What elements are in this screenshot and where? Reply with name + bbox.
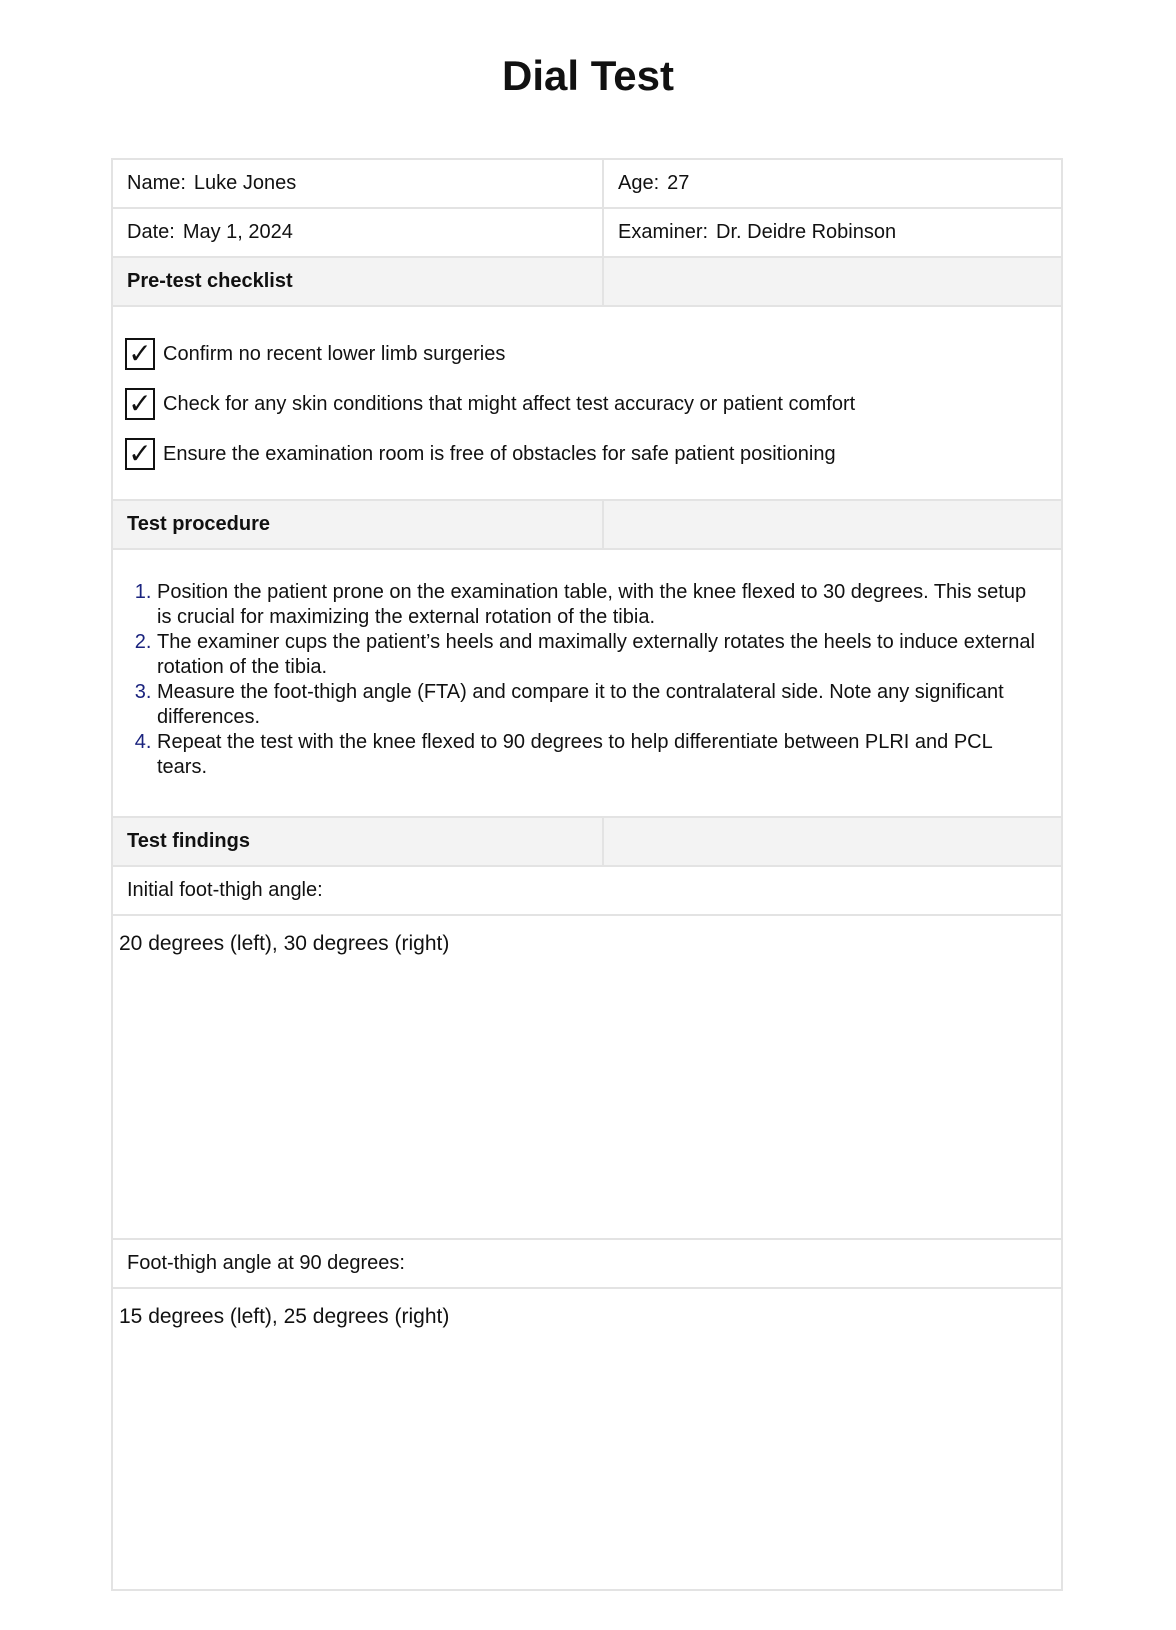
findings-header-row xyxy=(113,818,1061,867)
date-value[interactable]: May 1, 2024 xyxy=(182,221,293,243)
ninety-angle-value: 15 degrees (left), 25 degrees (right) xyxy=(119,1305,450,1328)
procedure-step: 2. The examiner cups the patient’s heels and maximally externally rotates the heels to induce external rotation of the tibia. xyxy=(157,630,1041,680)
page-title: Dial Test xyxy=(502,52,674,99)
initial-angle-label-row xyxy=(113,867,1061,916)
examiner-label: Examiner: xyxy=(618,221,709,243)
checkbox-checked-icon[interactable]: ✓ xyxy=(125,338,155,370)
ninety-angle-field[interactable] xyxy=(113,1289,1061,1589)
findings-heading: Test findings xyxy=(113,818,604,865)
initial-angle-field[interactable] xyxy=(113,916,1061,1240)
procedure-step: 4. Repeat the test with the knee flexed to 90 degrees to help differentiate between PLRI and PCL tears. xyxy=(157,730,1041,780)
checklist-item-text: Ensure the examination room is free of obstacles for safe patient positioning xyxy=(163,442,836,465)
name-value[interactable]: Luke Jones xyxy=(193,172,297,194)
checklist-header-row xyxy=(113,258,1061,307)
procedure-step: 3. Measure the foot-thigh angle (FTA) and compare it to the contralateral side. Note any significant differences. xyxy=(157,680,1041,730)
procedure-header-row xyxy=(113,501,1061,550)
checklist-item-text: Check for any skin conditions that might affect test accuracy or patient comfort xyxy=(163,392,856,415)
checklist-heading: Pre-test checklist xyxy=(113,258,604,305)
initial-angle-value: 20 degrees (left), 30 degrees (right) xyxy=(119,932,450,955)
examiner-value[interactable]: Dr. Deidre Robinson xyxy=(716,221,897,243)
ninety-angle-label-row xyxy=(113,1240,1061,1289)
age-label: Age: xyxy=(618,172,660,194)
checklist-item xyxy=(125,429,855,479)
initial-angle-label: Initial foot-thigh angle: xyxy=(127,879,323,901)
name-cell xyxy=(113,160,604,207)
row-date-examiner xyxy=(113,209,1061,258)
procedure-heading: Test procedure xyxy=(113,501,604,548)
procedure-steps xyxy=(113,550,1061,818)
empty-cell xyxy=(604,501,1061,548)
date-label: Date: xyxy=(127,221,175,243)
checklist xyxy=(113,307,1061,501)
checklist-item-text: Confirm no recent lower limb surgeries xyxy=(163,342,506,365)
name-label: Name: xyxy=(127,172,186,194)
checklist-item xyxy=(125,379,855,429)
age-value[interactable]: 27 xyxy=(667,172,690,194)
checkbox-checked-icon[interactable]: ✓ xyxy=(125,388,155,420)
empty-cell xyxy=(604,818,1061,865)
empty-cell xyxy=(604,258,1061,305)
procedure-step: 1. Position the patient prone on the examination table, with the knee flexed to 30 degrees. This setup is crucial for maximizing the external rotation of the tibia. xyxy=(157,580,1041,630)
checkbox-checked-icon[interactable]: ✓ xyxy=(125,438,155,470)
ninety-angle-label: Foot-thigh angle at 90 degrees: xyxy=(127,1252,405,1274)
date-cell xyxy=(113,209,604,256)
checklist-item xyxy=(125,329,855,379)
row-name-age xyxy=(113,160,1061,209)
examiner-cell xyxy=(604,209,1061,256)
form-table xyxy=(111,158,1063,1591)
age-cell xyxy=(604,160,1061,207)
